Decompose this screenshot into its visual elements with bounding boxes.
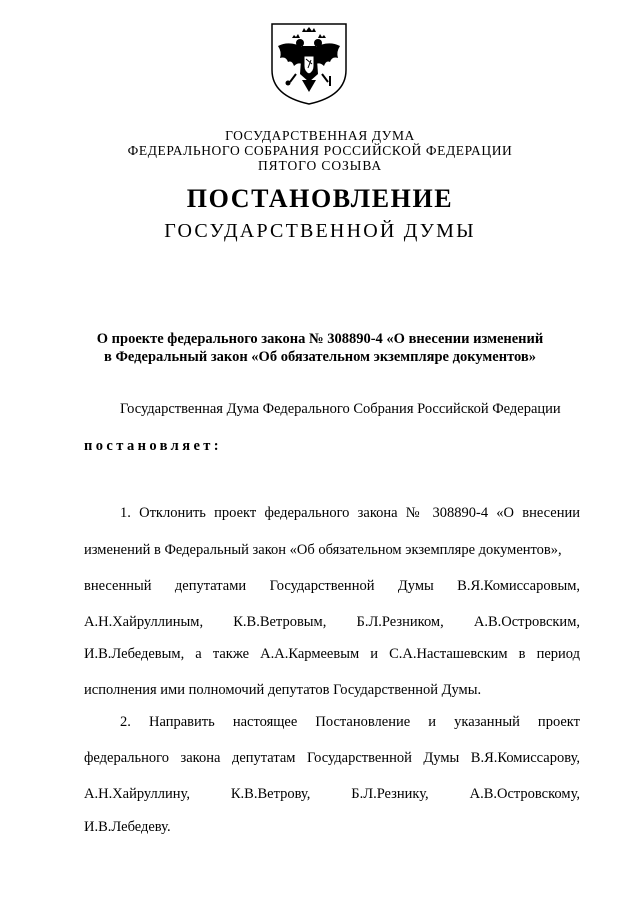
coat-of-arms-emblem: [268, 22, 350, 106]
item1-line-6: исполнения ими полномочий депутатов Государственной Думы.: [84, 682, 482, 698]
item1-line-3: внесенный депутатами Государственной Думы В.Я.Комиссаровым,: [84, 578, 580, 594]
document-subtitle: ГОСУДАРСТВЕННОЙ ДУМЫ: [164, 220, 476, 242]
subject-line-2: в Федеральный закон «Об обязательном экземпляре документов»: [104, 349, 536, 365]
resolves-word: постановляет:: [84, 438, 223, 454]
item1-line-2: изменений в Федеральный закон «Об обязательном экземпляре документов»,: [84, 542, 562, 558]
item1-line-5: И.В.Лебедевым, а также А.А.Кармеевым и С.А.Насташевским в период: [84, 646, 580, 662]
item2-line-2: федерального закона депутатам Государственной Думы В.Я.Комиссарову,: [84, 750, 580, 766]
resolution-subject: [80, 330, 560, 366]
subject-line-1: О проекте федерального закона № 308890-4 «О внесении изменений: [96, 331, 544, 347]
preamble-line: Государственная Дума Федерального Собрания Российской Федерации: [120, 401, 561, 417]
document-title: ПОСТАНОВЛЕНИЕ: [186, 184, 454, 213]
issuer-line-1: ГОСУДАРСТВЕННАЯ ДУМА: [225, 128, 415, 143]
item1-line-1: 1. Отклонить проект федерального закона № 308890-4 «О внесении: [120, 505, 580, 521]
item1-line-4: А.Н.Хайруллиным, К.В.Ветровым, Б.Л.Резником, А.В.Островским,: [84, 614, 580, 630]
issuer-line-3: ПЯТОГО СОЗЫВА: [257, 158, 383, 173]
issuer-line-2: ФЕДЕРАЛЬНОГО СОБРАНИЯ РОССИЙСКОЙ ФЕДЕРАЦИИ: [127, 143, 513, 158]
item2-line-1: 2. Направить настоящее Постановление и указанный проект: [120, 714, 580, 730]
item2-line-3: А.Н.Хайруллину, К.В.Ветрову, Б.Л.Резнику, А.В.Островскому,: [84, 786, 580, 802]
item2-line-4: И.В.Лебедеву.: [84, 819, 171, 835]
